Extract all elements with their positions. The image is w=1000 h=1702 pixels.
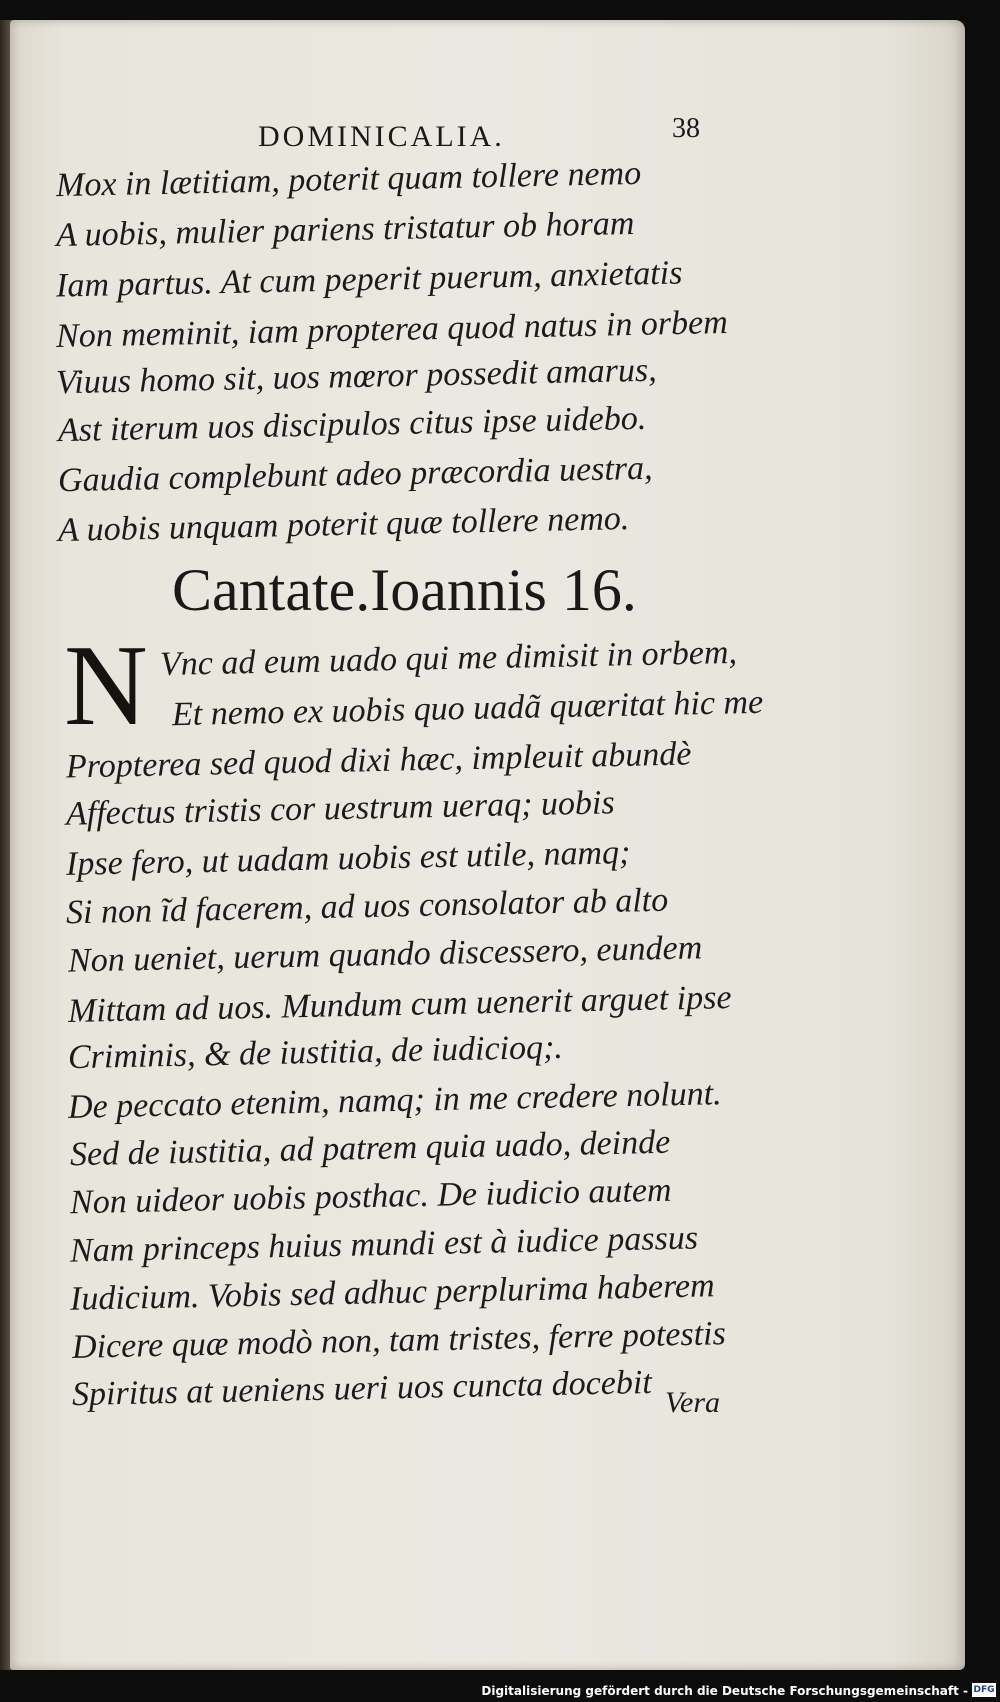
- verse-line: Gaudia complebunt adeo præcordia uestra,: [57, 449, 653, 500]
- verse-line: Sed de iustitia, ad patrem quia uado, deinde: [69, 1123, 671, 1174]
- verse-line: Iudicium. Vobis sed adhuc perplurima haberem: [69, 1267, 715, 1318]
- drop-cap: N: [64, 622, 148, 750]
- page-number: 38: [672, 113, 700, 144]
- verse-line: Vnc ad eum uado qui me dimisit in orbem,: [159, 633, 738, 684]
- verse-line: Non meminit, iam propterea quod natus in orbem: [55, 303, 729, 356]
- verse-line: A uobis unquam poterit quæ tollere nemo.: [57, 500, 630, 549]
- section-title: Cantate.Ioannis 16.: [172, 557, 637, 623]
- dfg-logo: DFG: [973, 1685, 995, 1695]
- verse-line: Mox in lætitiam, poterit quam tollere nemo: [55, 154, 642, 205]
- verse-line: A uobis, mulier pariens tristatur ob horam: [55, 204, 635, 255]
- verse-line: De peccato etenim, namq; in me credere nolunt.: [67, 1075, 722, 1126]
- verse-line: Mittam ad uos. Mundum cum uenerit arguet ipse: [67, 979, 732, 1030]
- verse-line: Iam partus. At cum peperit puerum, anxietatis: [55, 254, 683, 305]
- verse-line: Si non ĩd facerem, ad uos consolator ab alto: [65, 881, 669, 932]
- verse-line: Criminis, & de iustitia, de iudicioq;.: [67, 1028, 564, 1077]
- verse-line: Non uideor uobis posthac. De iudicio autem: [69, 1171, 672, 1222]
- catchword: Vera: [665, 1386, 720, 1419]
- footer-credit: Digitalisierung gefördert durch die Deutsche Forschungsgemeinschaft -: [481, 1684, 968, 1698]
- verse-line: Propterea sed quod dixi hæc, impleuit abundè: [65, 735, 692, 786]
- verse-line: Ipse fero, ut uadam uobis est utile, namq;: [65, 834, 631, 883]
- verse-line: Dicere quæ modò non, tam tristes, ferre potestis: [71, 1315, 727, 1366]
- verse-line: Nam princeps huius mundi est à iudice passus: [69, 1219, 699, 1270]
- verse-line: Affectus tristis cor uestrum ueraq; uobis: [65, 784, 616, 833]
- verse-line: Ast iterum uos discipulos citus ipse uidebo.: [57, 399, 647, 450]
- verse-line: Spiritus at ueniens ueri uos cuncta docebit: [71, 1363, 653, 1414]
- verse-line: Et nemo ex uobis quo uadã quæritat hic me: [171, 683, 764, 734]
- verse-line: Viuus homo sit, uos mœror possedit amarus,: [55, 351, 658, 402]
- running-head: DOMINICALIA.: [258, 120, 505, 153]
- verse-line: Non ueniet, uerum quando discessero, eundem: [67, 929, 703, 980]
